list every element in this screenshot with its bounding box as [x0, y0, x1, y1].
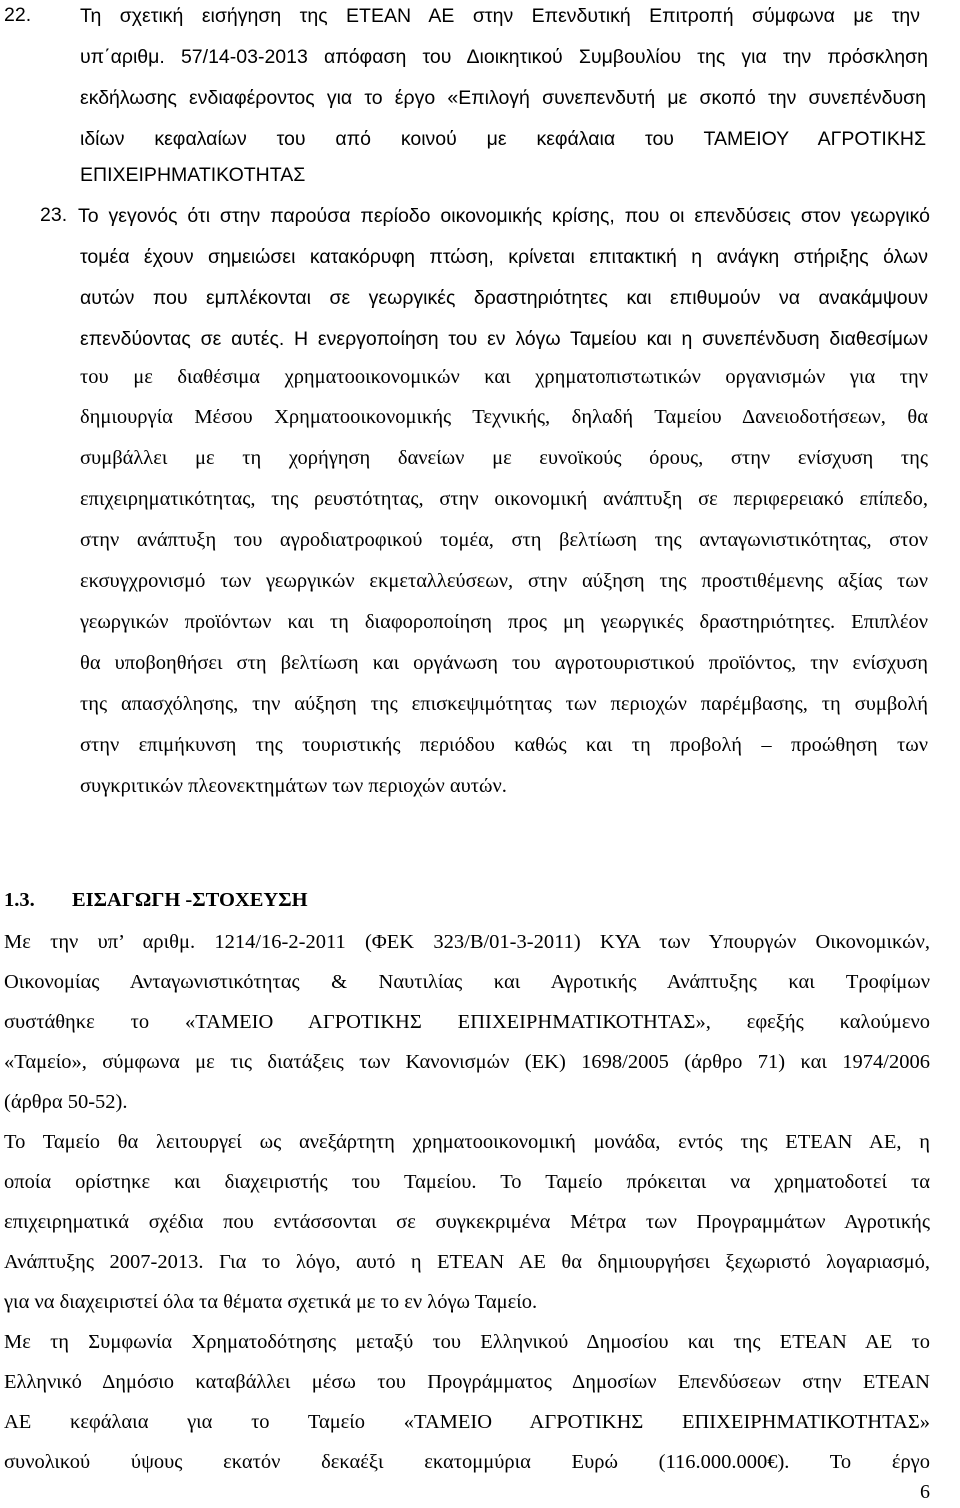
paragraph-line: συστάθηκε το «ΤΑΜΕΙΟ ΑΓΡΟΤΙΚΗΣ ΕΠΙΧΕΙΡΗΜΑΤΙΚΟΤΗΤΑΣ», εφεξής καλούμενο [4, 1011, 930, 1033]
paragraph-line: αυτών που εμπλέκονται σε γεωργικές δραστηριότητες και επιθυμούν να ανακάμψουν [80, 287, 928, 309]
paragraph-line: Το Ταμείο θα λειτουργεί ως ανεξάρτητη χρηματοοικονομική μονάδα, εντός της ΕΤΕΑΝ ΑΕ, η [4, 1131, 930, 1153]
paragraph-line: συγκριτικών πλεονεκτημάτων των περιοχών αυτών. [80, 775, 507, 797]
paragraph-line: δημιουργία Μέσου Χρηματοοικονομικής Τεχνικής, δηλαδή Ταμείου Δανειοδοτήσεων, θα [80, 406, 928, 428]
item-number: 22. [4, 4, 32, 26]
paragraph-line: Με την υπ’ αριθμ. 1214/16-2-2011 (ΦΕΚ 323/Β/01-3-2011) ΚΥΑ των Υπουργών Οικονομικών, [4, 931, 930, 953]
paragraph-line: επιχειρηματικά σχέδια που εντάσσονται σε συγκεκριμένα Μέτρα των Προγραμμάτων Αγροτικής [4, 1211, 930, 1233]
section-title: ΕΙΣΑΓΩΓΗ -ΣΤΟΧΕΥΣΗ [72, 889, 308, 911]
paragraph-line: οποία ορίστηκε και διαχειριστής του Ταμείου. Το Ταμείο πρόκειται να χρηματοδοτεί τα [4, 1171, 930, 1193]
paragraph-line: γεωργικών προϊόντων και τη διαφοροποίηση προς μη γεωργικές δραστηριότητες. Επιπλέον [80, 611, 928, 633]
paragraph-line: της απασχόλησης, την αύξηση της επισκεψιμότητας των περιοχών παρέμβασης, τη συμβολή [80, 693, 928, 715]
paragraph-line: για να διαχειριστεί όλα τα θέματα σχετικά με το εν λόγω Ταμείο. [4, 1291, 538, 1313]
paragraph-line: επενδύοντας σε αυτές. Η ενεργοποίηση του εν λόγω Ταμείου και η συνεπένδυση διαθεσίμων [80, 328, 928, 350]
paragraph-line: επιχειρηματικότητας, της ρευστότητας, στην οικονομική ανάπτυξη σε περιφερειακό επίπεδο, [80, 488, 928, 510]
item-number: 23. [40, 204, 68, 226]
paragraph-line: ΕΠΙΧΕΙΡΗΜΑΤΙΚΟΤΗΤΑΣ [80, 164, 306, 186]
paragraph-line: θα υποβοηθήσει στη βελτίωση και οργάνωση του αγροτουριστικού προϊόντος, την ενίσχυση [80, 652, 928, 674]
page-number: 6 [920, 1481, 930, 1503]
paragraph-line: εκδήλωσης ενδιαφέροντος για το έργο «Επιλογή συνεπενδυτή με σκοπό την συνεπένδυση [80, 87, 926, 109]
paragraph-line: εκσυγχρονισμό των γεωργικών εκμεταλλεύσεων, στην αύξηση της προστιθέμενης αξίας των [80, 570, 928, 592]
paragraph-line: του με διαθέσιμα χρηματοοικονομικών και χρηματοπιστωτικών οργανισμών για την [80, 366, 928, 388]
paragraph-line: «Ταμείο», σύμφωνα με τις διατάξεις των Κανονισμών (ΕΚ) 1698/2005 (άρθρο 71) και 1974/2006 [4, 1051, 930, 1073]
paragraph-line: Με τη Συμφωνία Χρηματοδότησης μεταξύ του Ελληνικού Δημοσίου και της ΕΤΕΑΝ ΑΕ το [4, 1331, 930, 1353]
paragraph-line: συνολικού ύψους εκατόν δεκαέξι εκατομμύρια Ευρώ (116.000.000€). Το έργο [4, 1451, 930, 1473]
paragraph-line: συμβάλλει με τη χορήγηση δανείων με ευνοϊκούς όρους, στην ενίσχυση της [80, 447, 928, 469]
paragraph-line: Τη σχετική εισήγηση της ΕΤΕΑΝ ΑΕ στην Επενδυτική Επιτροπή σύμφωνα με την [80, 5, 920, 27]
paragraph-line: στην επιμήκυνση της τουριστικής περιόδου καθώς και τη προβολή – προώθηση των [80, 734, 928, 756]
paragraph-line: Το γεγονός ότι στην παρούσα περίοδο οικονομικής κρίσης, που οι επενδύσεις στον γεωργικό [78, 205, 930, 227]
paragraph-line: (άρθρα 50-52). [4, 1091, 128, 1113]
paragraph-line: Ελληνικό Δημόσιο καταβάλλει μέσω του Προγράμματος Δημοσίων Επενδύσεων στην ΕΤΕΑΝ [4, 1371, 930, 1393]
paragraph-line: Ανάπτυξης 2007-2013. Για το λόγο, αυτό η ΕΤΕΑΝ ΑΕ θα δημιουργήσει ξεχωριστό λογαριασμό, [4, 1251, 930, 1273]
paragraph-line: υπ΄αριθμ. 57/14-03-2013 απόφαση του Διοικητικού Συμβουλίου της για την πρόσκληση [80, 46, 928, 68]
paragraph-line: Οικονομίας Ανταγωνιστικότητας & Ναυτιλίας και Αγροτικής Ανάπτυξης και Τροφίμων [4, 971, 930, 993]
paragraph-line: τομέα έχουν σημειώσει κατακόρυφη πτώση, κρίνεται επιτακτική η ανάγκη στήριξης όλων [80, 246, 928, 268]
paragraph-line: ιδίων κεφαλαίων του από κοινού με κεφάλαια του ΤΑΜΕΙΟΥ ΑΓΡΟΤΙΚΗΣ [80, 128, 926, 150]
paragraph-line: στην ανάπτυξη του αγροδιατροφικού τομέα, στη βελτίωση της ανταγωνιστικότητας, στον [80, 529, 928, 551]
section-number: 1.3. [4, 889, 35, 911]
paragraph-line: ΑΕ κεφάλαια για το Ταμείο «ΤΑΜΕΙΟ ΑΓΡΟΤΙΚΗΣ ΕΠΙΧΕΙΡΗΜΑΤΙΚΟΤΗΤΑΣ» [4, 1411, 930, 1433]
